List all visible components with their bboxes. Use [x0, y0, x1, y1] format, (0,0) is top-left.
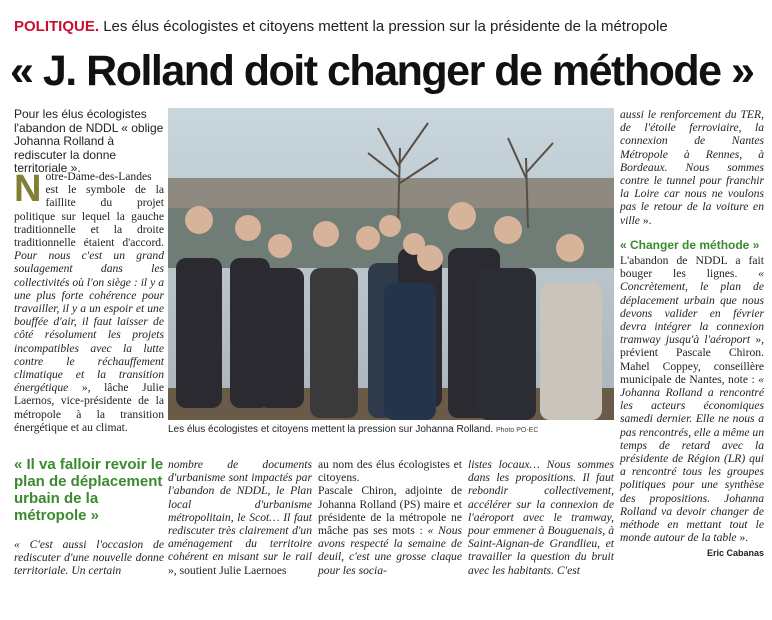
col5-quote-2: « Concrètement, le plan de déplacement urbain que nous devons valider en février devra intégrer la connexion tramway jusqu'à l'aéroport: [620, 267, 764, 347]
column-3: [318, 458, 462, 577]
col5-quote: aussi le renforcement du TER, de l'étoile ferroviaire, la connexion de Nantes Métropole à Rennes, à Bordeaux. Nous sommes contre le tunnel pour franchir la Loire car nous ne voulons pas le retour de la voiture en ville: [620, 108, 764, 227]
col2-text: », soutient Julie Laernoes: [168, 563, 287, 577]
chapo: Pour les élus écologistes l'abandon de NDDL « oblige Johanna Rolland à rediscuter la donne territoriale ».: [14, 107, 164, 176]
col1-quote: Pour nous c'est un grand soulagement dans les collectivités où l'on siège : il y a une plus forte cohérence pour travailler, il y a un espoir et une bouffée d'air, il faut laisser de côté résolument les projets incompatibles avec la lutte contre le réchauffement climatique et la transition énergétique: [14, 249, 164, 395]
column-5: [620, 108, 764, 560]
caption-text: Les élus écologistes et citoyens mettent la pression sur Johanna Rolland.: [168, 424, 494, 435]
col2-quote: nombre de documents d'urbanisme sont impactés par l'abandon de NDDL, le Plan local d'urbanisme métropolitain, le Scot… Il faut rediscuter très clairement d'un aménagement du territoire cohérent en misant sur le rail: [168, 458, 312, 564]
column-4: [468, 458, 614, 577]
col5-text-e: ».: [736, 531, 749, 545]
col3-text-b: Pascale Chiron, adjointe de Johanna Rolland (PS) maire et présidente de la métropole ne mâche pas ses mots :: [318, 484, 462, 538]
column-1: [14, 170, 164, 434]
col1-text-a: otre-Dame-des-Landes est le symbole de la faillite du projet politique sur lequel la gauche traditionnelle et la droite traditionnelle étaient d'accord.: [14, 170, 164, 250]
column-1-bottom: [14, 538, 164, 578]
col5-text-b: ».: [639, 213, 652, 227]
col5-text-d: », prévient Pascale Chiron. Mahel Coppey, conseillère municipale de Nantes, note :: [620, 333, 765, 386]
col3-quote: « Nous avons respecté la semaine de deuil, c'est une grosse claque pour les socia-: [318, 524, 462, 577]
section-tag: POLITIQUE.: [14, 18, 100, 35]
kicker: [14, 18, 668, 35]
col5-text-c: L'abandon de NDDL a fait bouger les lignes.: [620, 254, 764, 281]
col1-text-b: », lâche Julie Laernos, vice-présidente de la métropole à la transition énergétique et au climat.: [14, 381, 164, 434]
intertitle-plan: « Il va falloir revoir le plan de déplacement urbain de la métropole »: [14, 456, 164, 524]
group-photo: [168, 108, 614, 420]
subhead-methode: « Changer de méthode »: [620, 237, 760, 252]
photo-credit: Photo PO-EC: [495, 427, 539, 434]
headline: « J. Rolland doit changer de méthode »: [10, 47, 754, 95]
photo-caption: [168, 424, 614, 435]
group-photo-image: [168, 108, 614, 420]
col4-quote: listes locaux… Nous sommes dans les propositions. Il faut rebondir collectivement, accélérer sur la connexion de l'aéroport avec le tramway, pour emmener à Bouguenais, à Saint-Aignan-de Grandlieu, et travailler la question du bruit avec les habitants. C'est: [468, 458, 614, 577]
col5-quote-3: « Johanna Rolland a rencontré les acteurs économiques samedi dernier. Elle ne nous a pas rencontrés, elle a même un temps de retard avec la présidente de Région (LR) qui a rencontré tous les groupes politiques pour une synthèse des propositions. Johanna Rolland va devoir changer de méthode en mettant tout le monde autour de la table: [620, 372, 764, 545]
col3-text-a: au nom des élus écologistes et citoyens.: [318, 458, 462, 485]
column-2: [168, 458, 312, 577]
author-signature: Eric Cabanas: [706, 547, 764, 558]
dropcap: N: [14, 168, 42, 210]
kicker-text: Les élus écologistes et citoyens mettent la pression sur la présidente de la métropole: [103, 18, 668, 35]
col1-quote-c: « C'est aussi l'occasion de rediscuter d'une nouvelle donne territoriale. Un certain: [14, 538, 164, 578]
